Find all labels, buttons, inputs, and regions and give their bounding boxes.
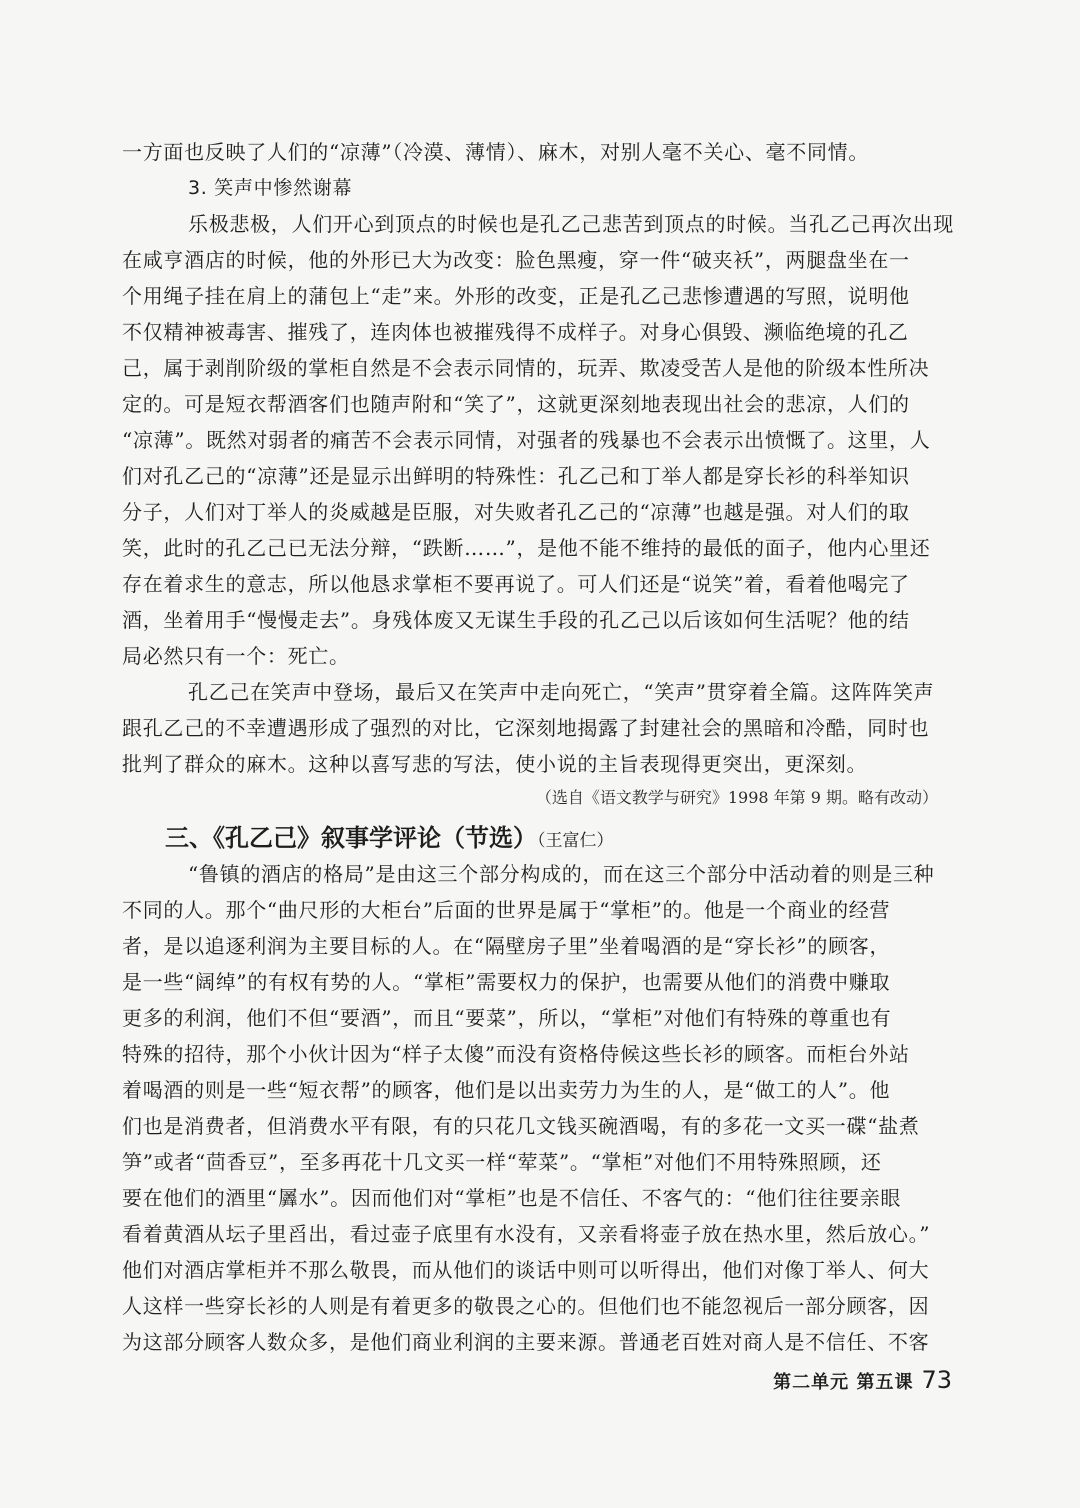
- text-line: 酒，坐着用手“慢慢走去”。身残体废又无谋生手段的孔乙己以后该如何生活呢？他的结: [122, 608, 910, 632]
- text-line: 批判了群众的麻木。这种以喜写悲的写法，使小说的主旨表现得更突出，更深刻。: [122, 752, 868, 776]
- text-line: 特殊的招待，那个小伙计因为“样子太傻”而没有资格侍候这些长衫的顾客。而柜台外站: [122, 1042, 910, 1066]
- text-line: 跟孔乙己的不幸遭遇形成了强烈的对比，它深刻地揭露了封建社会的黑暗和冷酷，同时也: [122, 716, 930, 740]
- text-line: 看着黄酒从坛子里舀出，看过壶子底里有水没有，又亲看将壶子放在热水里，然后放心。”: [122, 1222, 931, 1246]
- text-line: 不仅精神被毒害、摧残了，连肉体也被摧残得不成样子。对身心俱毁、濒临绝境的孔乙: [122, 320, 909, 344]
- text-line: 不同的人。那个“曲尺形的大柜台”后面的世界是属于“掌柜”的。他是一个商业的经营: [122, 898, 891, 922]
- text-line: 笋”或者“茴香豆”，至多再花十几文买一样“荤菜”。“掌柜”对他们不用特殊照顾，还: [122, 1150, 882, 1174]
- text-line: 者，是以追逐利润为主要目标的人。在“隔壁房子里”坐着喝酒的是“穿长衫”的顾客，: [122, 934, 891, 958]
- section-title: 三、《孔乙己》叙事学评论（节选）: [165, 824, 537, 852]
- text-line: 笑，此时的孔乙己已无法分辩，“跌断……”，是他不能不维持的最低的面子，他内心里还: [122, 536, 931, 560]
- text-line: “鲁镇的酒店的格局”是由这三个部分构成的，而在这三个部分中活动着的则是三种: [188, 862, 935, 886]
- text-line: 分子，人们对丁举人的炎威越是臣服，对失败者孔乙己的“凉薄”也越是强。对人们的取: [122, 500, 910, 524]
- text-line: 孔乙己在笑声中登场，最后又在笑声中走向死亡，“笑声”贯穿着全篇。这阵阵笑声: [188, 680, 935, 704]
- subheading: 3. 笑声中惨然谢幕: [188, 177, 353, 199]
- source-citation: （选自《语文教学与研究》1998 年第 9 期。略有改动）: [535, 788, 938, 807]
- text-line: 他们对酒店掌柜并不那么敬畏，而从他们的谈话中则可以听得出，他们对像丁举人、何大: [122, 1258, 930, 1282]
- text-line: 存在着求生的意志，所以他恳求掌柜不要再说了。可人们还是“说笑”着，看着他喝完了: [122, 572, 910, 596]
- page-footer: [773, 1366, 952, 1394]
- text-line: “凉薄”。既然对弱者的痛苦不会表示同情，对强者的残暴也不会表示出愤慨了。这里，人: [122, 428, 931, 452]
- text-line: 是一些“阔绰”的有权有势的人。“掌柜”需要权力的保护，也需要从他们的消费中赚取: [122, 970, 891, 994]
- section-heading: [165, 818, 614, 861]
- text-line: 更多的利润，他们不但“要酒”，而且“要菜”，所以，“掌柜”对他们有特殊的尊重也有: [122, 1006, 892, 1030]
- text-line: 个用绳子挂在肩上的蒲包上“走”来。外形的改变，正是孔乙己悲惨遭遇的写照，说明他: [122, 284, 910, 308]
- text-line: 一方面也反映了人们的“凉薄”（冷漠、薄情）、麻木，对别人毫不关心、毫不同情。: [122, 140, 870, 164]
- page-number: 73: [921, 1366, 952, 1394]
- text-line: 在咸亨酒店的时候，他的外形已大为改变：脸色黑瘦，穿一件“破夹袄”，两腿盘坐在一: [122, 248, 910, 272]
- section-author: （王富仁）: [537, 831, 614, 851]
- text-line: 们也是消费者，但消费水平有限，有的只花几文钱买碗酒喝，有的多花一文买一碟“盐煮: [122, 1114, 920, 1138]
- text-line: 们对孔乙己的“凉薄”还是显示出鲜明的特殊性：孔乙己和丁举人都是穿长衫的科举知识: [122, 464, 910, 488]
- text-line: 乐极悲极，人们开心到顶点的时候也是孔乙己悲苦到顶点的时候。当孔乙己再次出现: [188, 212, 954, 236]
- text-line: 己，属于剥削阶级的掌柜自然是不会表示同情的，玩弄、欺凌受苦人是他的阶级本性所决: [122, 356, 930, 380]
- unit-lesson-label: 第二单元 第五课: [773, 1372, 914, 1393]
- text-line: 人这样一些穿长衫的人则是有着更多的敬畏之心的。但他们也不能忽视后一部分顾客，因: [122, 1294, 930, 1318]
- text-line: 局必然只有一个：死亡。: [122, 644, 350, 668]
- text-line: 定的。可是短衣帮酒客们也随声附和“笑了”，这就更深刻地表现出社会的悲凉，人们的: [122, 392, 910, 416]
- text-line: 为这部分顾客人数众多，是他们商业利润的主要来源。普通老百姓对商人是不信任、不客: [122, 1330, 930, 1354]
- text-line: 要在他们的酒里“羼水”。因而他们对“掌柜”也是不信任、不客气的：“他们往往要亲眼: [122, 1186, 902, 1210]
- text-line: 着喝酒的则是一些“短衣帮”的顾客，他们是以出卖劳力为生的人，是“做工的人”。他: [122, 1078, 891, 1102]
